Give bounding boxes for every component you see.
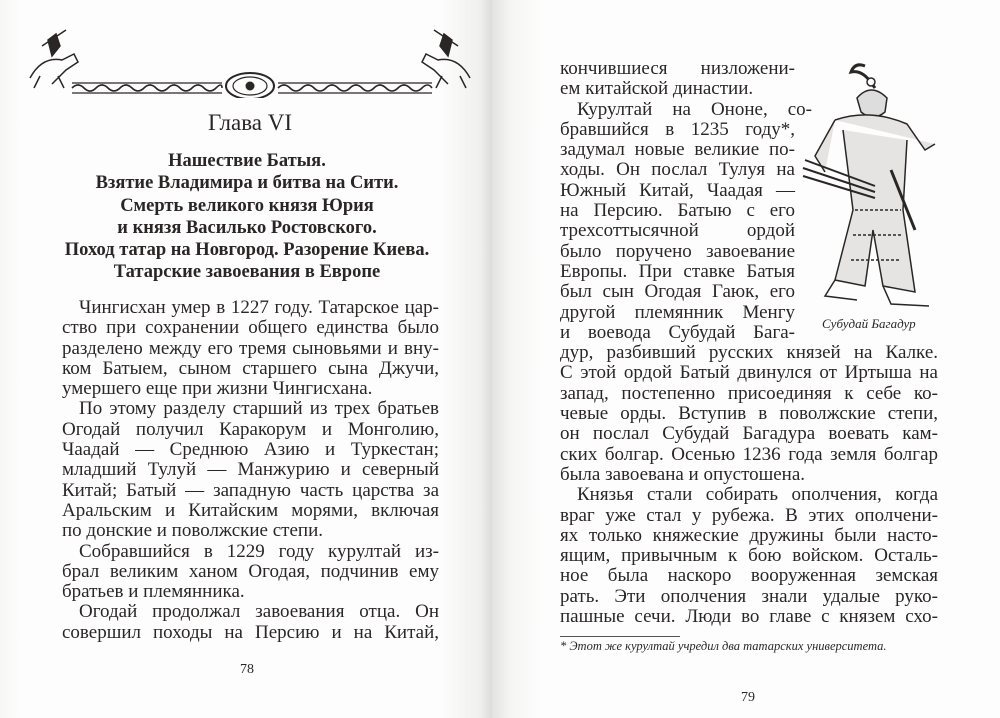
text-line: дур, разбивший русских князей на Калке. — [560, 342, 938, 364]
text-line: Аральским и Китайским морями, включая — [62, 499, 439, 521]
text-line: умершего еще при жизни Чингисхана. — [62, 378, 373, 400]
text-line: трехсоттысячной ордой — [560, 220, 795, 242]
text-line: другой племянник Менгу — [560, 301, 795, 323]
text-line: и воевода Субудай Бага- — [560, 321, 795, 343]
text-line: Князья стали собирать ополчения, когда — [577, 484, 938, 506]
chapter-heading-line: Смерть великого князя Юрия — [120, 195, 374, 216]
text-line: был сын Огодая Гаюк, его — [560, 281, 795, 303]
text-line: чевые орды. Вступив в поволжские степи, — [560, 403, 938, 425]
text-line: По этому разделу старший из трех братьев — [79, 398, 439, 420]
text-line: кончившиеся низложени- — [560, 58, 795, 79]
text-line: ходы. Он послал Тулуя на — [560, 159, 795, 181]
text-line: ящим, привычным к бою войском. Осталь- — [560, 545, 938, 567]
text-line: братьев и племянника. — [62, 581, 245, 603]
text-line: была завоевана и опустошена. — [560, 463, 806, 485]
text-line: он послал Субудай Багадура воевать кам- — [560, 423, 938, 445]
text-line: задумал новые великие по- — [560, 139, 795, 161]
text-line: было поручено завоевание — [560, 240, 795, 262]
footnote: * Этот же курултай учредил два татарских университета. — [560, 639, 887, 653]
text-line: Собравшийся в 1229 году курултай из- — [79, 540, 439, 562]
horseman-right-icon — [422, 30, 470, 88]
text-line: Европы. При ставке Батыя — [560, 260, 795, 282]
text-line: ских болгар. Осенью 1236 года земля болгар — [560, 443, 938, 465]
medallion-icon — [226, 73, 274, 98]
text-line: ство при сохранении общего единства было — [62, 317, 439, 339]
chapter-heading-line: и князя Василько Ростовского. — [117, 217, 377, 238]
right-page — [492, 0, 1000, 718]
text-line: С этой ордой Батый двинулся от Иртыша на — [560, 362, 938, 384]
chapter-heading-line: Взятие Владимира и битва на Сити. — [95, 173, 399, 194]
chapter-headings — [40, 150, 454, 284]
text-line: Китай; Батый — западную часть царства за — [62, 479, 439, 501]
text-line: запад, постепенно присоединяя к себе ко- — [560, 382, 938, 404]
right-page-text — [560, 59, 938, 627]
footnote-divider — [560, 636, 680, 637]
left-page-text — [62, 298, 439, 643]
text-line: Огодай продолжал завоевания отца. Он — [79, 601, 439, 623]
chapter-heading-line: Татарские завоевания в Европе — [113, 262, 381, 283]
chapter-title: Глава VI — [207, 110, 293, 135]
chapter-heading-line: Поход татар на Новгород. Разорение Киева. — [64, 240, 430, 261]
text-line: по донские и поволжские степи. — [62, 520, 323, 542]
text-line: бравшийся в 1235 году*, — [560, 118, 795, 140]
text-line: ем китайской династии. — [560, 78, 754, 100]
text-line: враг уже стал у рубежа. В этих ополчени- — [560, 504, 938, 526]
page-number: 78 — [240, 662, 254, 677]
text-line: пашные сечи. Люди во главе с князем схо- — [560, 606, 938, 628]
header-ornament — [22, 26, 478, 98]
text-line: младший Тулуй — Манжурию и северный — [62, 459, 439, 481]
text-line: ком Батыем, сыном старшего сына Джучи, — [62, 357, 439, 379]
horseman-left-icon — [30, 30, 78, 88]
text-line: Огодай получил Каракорум и Монголию, — [62, 418, 439, 440]
text-line: на Персию. Батыю с его — [560, 200, 795, 222]
text-line: Чингисхан умер в 1227 году. Татарское цар- — [79, 297, 439, 318]
text-line: рать. Эти ополчения знали удалые руко- — [560, 585, 938, 607]
text-line: ное была наскоро вооруженная земская — [560, 565, 938, 587]
text-line: Курултай на Ононе, со- — [577, 98, 812, 120]
text-line: брал великим ханом Огодая, подчинив ему — [62, 560, 439, 582]
text-line: Чаадай — Среднюю Азию и Туркестан; — [62, 439, 439, 461]
illustration-caption: Субудай Багадур — [822, 316, 916, 331]
text-line: ях только княжеские дружины были насто- — [560, 524, 938, 546]
text-line: совершил походы на Персию и на Китай, — [62, 621, 439, 643]
left-page — [0, 0, 492, 718]
chapter-heading-line: Нашествие Батыя. — [168, 151, 326, 171]
page-number: 79 — [741, 690, 755, 705]
text-line: разделено между его тремя сыновьями и вну- — [62, 337, 439, 359]
text-line: Южный Китай, Чаадая — — [560, 179, 795, 201]
